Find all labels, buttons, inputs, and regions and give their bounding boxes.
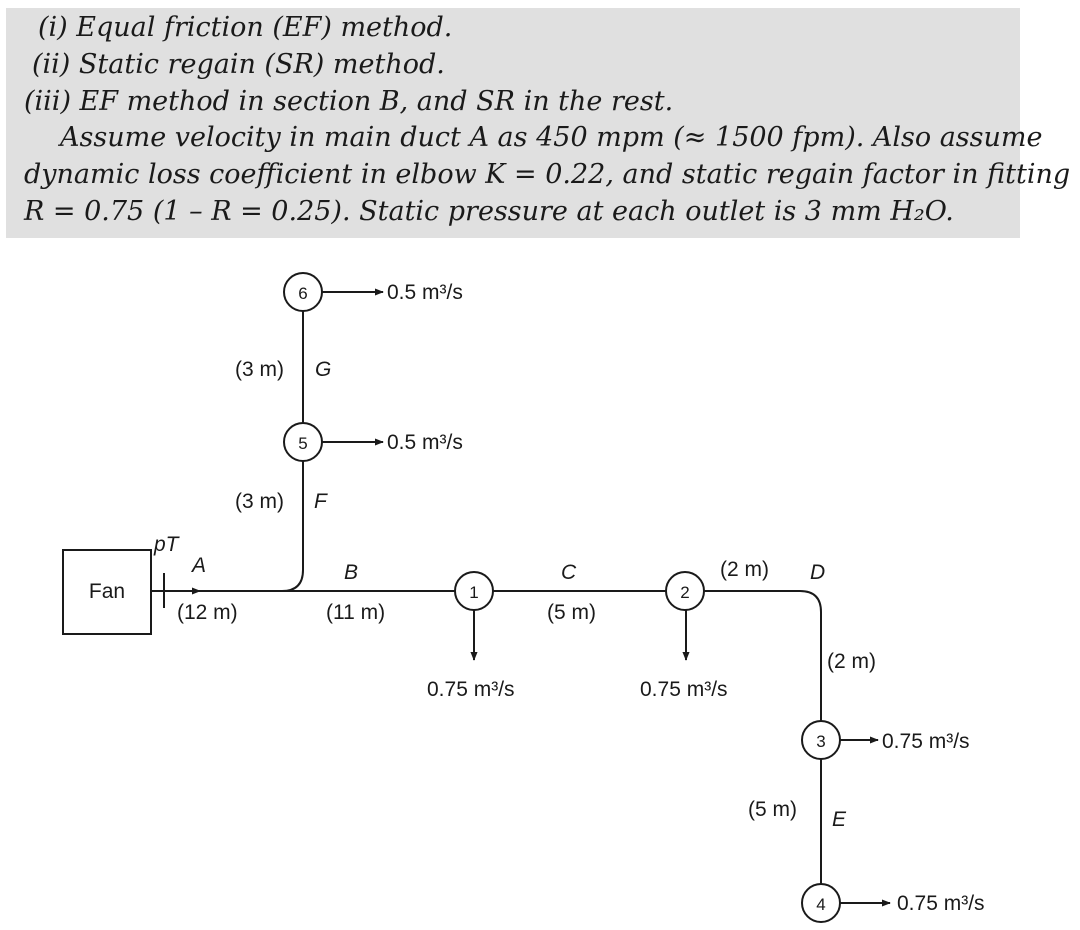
length-c-label: (5 m) bbox=[547, 601, 596, 624]
outlet-1-flow-label: 0.75 m³/s bbox=[427, 678, 515, 701]
node-5-label: 5 bbox=[298, 434, 308, 453]
section-a-label: A bbox=[192, 554, 207, 577]
pt-label: pT bbox=[154, 533, 179, 556]
section-c-label: C bbox=[561, 561, 577, 584]
section-e-label: E bbox=[832, 808, 847, 831]
duct-d bbox=[703, 591, 821, 722]
outlet-2-flow-label: 0.75 m³/s bbox=[640, 678, 728, 701]
node-1-label: 1 bbox=[469, 583, 479, 602]
method-item-2: (ii) Static regain (SR) method. bbox=[32, 49, 445, 80]
assumption-line-3: R = 0.75 (1 – R = 0.25). Static pressure at each outlet is 3 mm H₂O. bbox=[24, 196, 954, 227]
outlet-6-flow-label: 0.5 m³/s bbox=[387, 281, 463, 304]
section-b-label: B bbox=[344, 561, 359, 584]
length-g-label: (3 m) bbox=[235, 358, 284, 381]
node-2-label: 2 bbox=[680, 583, 690, 602]
outlet-3-flow-label: 0.75 m³/s bbox=[882, 730, 970, 753]
length-f-label: (3 m) bbox=[235, 490, 284, 513]
node-3-label: 3 bbox=[816, 732, 826, 751]
length-d-vertical-label: (2 m) bbox=[827, 650, 876, 673]
method-item-1: (i) Equal friction (EF) method. bbox=[38, 12, 453, 43]
node-4-label: 4 bbox=[816, 895, 826, 914]
section-f-label: F bbox=[314, 490, 327, 513]
length-d-horizontal-label: (2 m) bbox=[720, 558, 769, 581]
length-a-label: (12 m) bbox=[177, 601, 238, 624]
length-b-label: (11 m) bbox=[326, 601, 386, 624]
assumption-line-1: Assume velocity in main duct A as 450 mpm (≈ 1500 fpm). Also assume bbox=[60, 122, 1043, 153]
outlet-5-flow-label: 0.5 m³/s bbox=[387, 431, 463, 454]
fan-label: Fan bbox=[88, 580, 126, 603]
method-item-3: (iii) EF method in section B, and SR in the rest. bbox=[24, 86, 674, 117]
duct-f bbox=[282, 455, 303, 591]
section-d-label: D bbox=[810, 561, 826, 584]
outlet-4-flow-label: 0.75 m³/s bbox=[897, 892, 985, 915]
length-e-label: (5 m) bbox=[748, 798, 797, 821]
section-g-label: G bbox=[315, 358, 332, 381]
node-6-label: 6 bbox=[298, 284, 308, 303]
assumption-line-2: dynamic loss coefficient in elbow K = 0.22, and static regain factor in fitting bbox=[24, 159, 1071, 190]
